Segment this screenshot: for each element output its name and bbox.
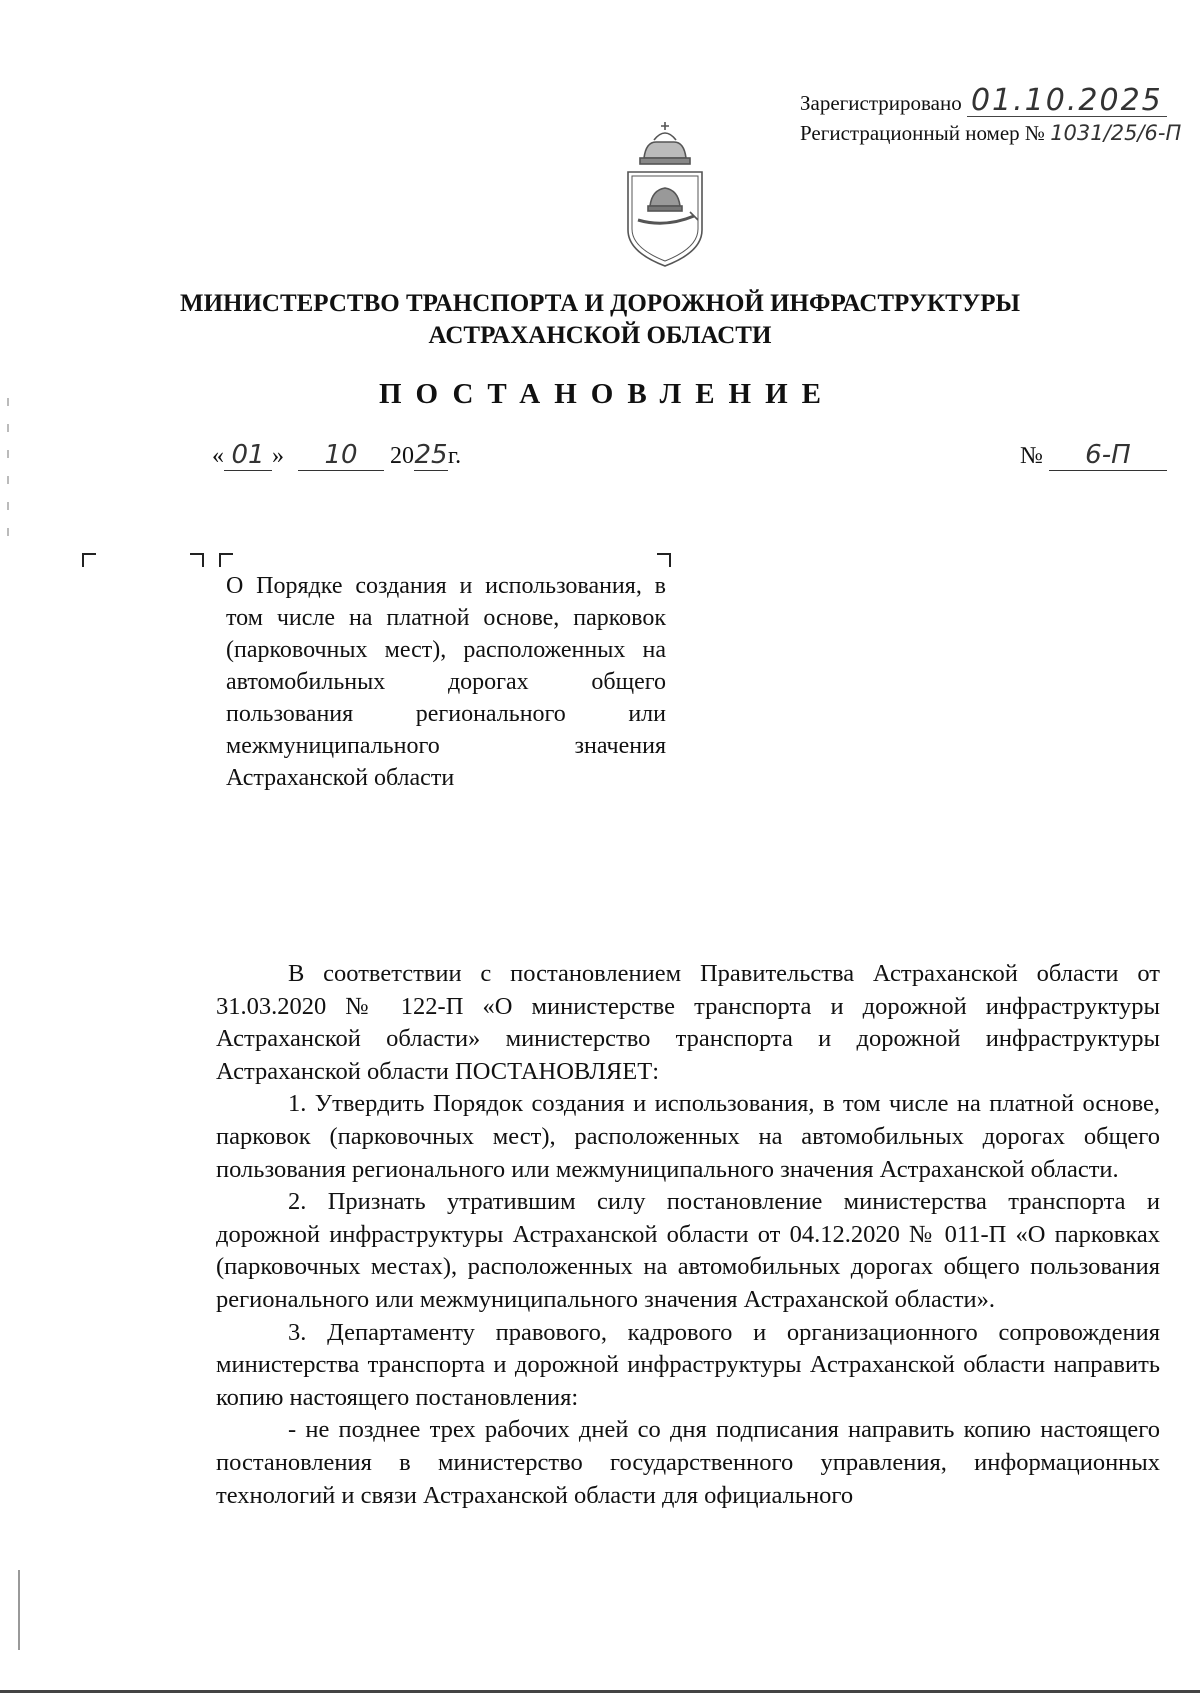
scan-mark xyxy=(7,398,9,406)
registration-number-label: Регистрационный номер № xyxy=(800,121,1045,145)
bracket-top-left xyxy=(82,553,96,567)
registered-date: 01.10.2025 xyxy=(967,86,1167,117)
ministry-title-line2: АСТРАХАНСКОЙ ОБЛАСТИ xyxy=(428,322,772,349)
bracket-top-right xyxy=(190,553,204,567)
astrakhan-coat-of-arms-icon xyxy=(610,120,720,270)
page-bottom-edge xyxy=(0,1690,1200,1693)
scan-mark xyxy=(7,450,9,458)
body-paragraph: 3. Департаменту правового, кадрового и организационного сопровождения министерства транспорта и дорожной инфраструктуры Астраханской области направить копию настоящего постановления: xyxy=(216,1318,1160,1411)
ministry-title-line1: МИНИСТЕРСТВО ТРАНСПОРТА И ДОРОЖНОЙ ИНФРАСТРУКТУРЫ xyxy=(179,290,1021,317)
bracket-top-left-2 xyxy=(219,553,233,567)
scan-mark xyxy=(7,528,9,536)
date-day: 01 xyxy=(224,440,272,471)
date-year-suffix: 25 xyxy=(414,440,448,470)
scan-mark xyxy=(7,476,9,484)
body-paragraph: 2. Признать утратившим силу постановление министерства транспорта и дорожной инфраструктуры Астраханской области от 04.12.2020 № 011-П «О парковках (парковочных местах), расположенных на автомобильных дорогах общего пользования регионального или межмуниципального значения Астраханской области». xyxy=(216,1188,1160,1313)
date-open-quote: « xyxy=(212,443,224,469)
date-close-quote: » xyxy=(272,443,284,469)
document-date xyxy=(212,440,461,471)
number-value: 6-П xyxy=(1049,440,1167,471)
scan-mark xyxy=(7,502,9,510)
date-year-prefix: 20 xyxy=(390,443,414,469)
document-body xyxy=(216,958,1160,1512)
date-month: 10 xyxy=(298,440,384,471)
scan-edge-line xyxy=(18,1570,20,1650)
date-year-unit: г. xyxy=(448,443,462,469)
document-number xyxy=(1020,440,1167,471)
registration-stamp xyxy=(800,83,1182,148)
document-subject: О Порядке создания и использования, в том числе на платной основе, парковок (парковочных мест), расположенных на автомобильных дорогах общего пользования регионального или межмуниципального значения Астраханской области xyxy=(226,573,666,791)
scan-mark xyxy=(7,424,9,432)
registration-number: 1031/25/6-П xyxy=(1050,121,1182,145)
number-label: № xyxy=(1020,443,1043,469)
body-paragraph: 1. Утвердить Порядок создания и использования, в том числе на платной основе, парковок (парковочных мест), расположенных на автомобильных дорогах общего пользования регионального или межмуниципального значения Астраханской области. xyxy=(216,1090,1160,1183)
bracket-top-right-2 xyxy=(657,553,671,567)
body-paragraph: В соответствии с постановлением Правительства Астраханской области от 31.03.2020 № 122-П «О министерстве транспорта и дорожной инфраструктуры Астраханской области» министерство транспорта и дорожной инфраструктуры Астраханской области ПОСТАНОВЛЯЕТ: xyxy=(216,960,1160,1085)
registered-label: Зарегистрировано xyxy=(800,91,962,115)
ministry-title xyxy=(0,288,1200,352)
body-paragraph: - не позднее трех рабочих дней со дня подписания направить копию настоящего постановления в министерство государственного управления, информационных технологий и связи Астраханской области для официального xyxy=(216,1416,1160,1509)
document-type: ПОСТАНОВЛЕНИЕ xyxy=(378,378,835,410)
